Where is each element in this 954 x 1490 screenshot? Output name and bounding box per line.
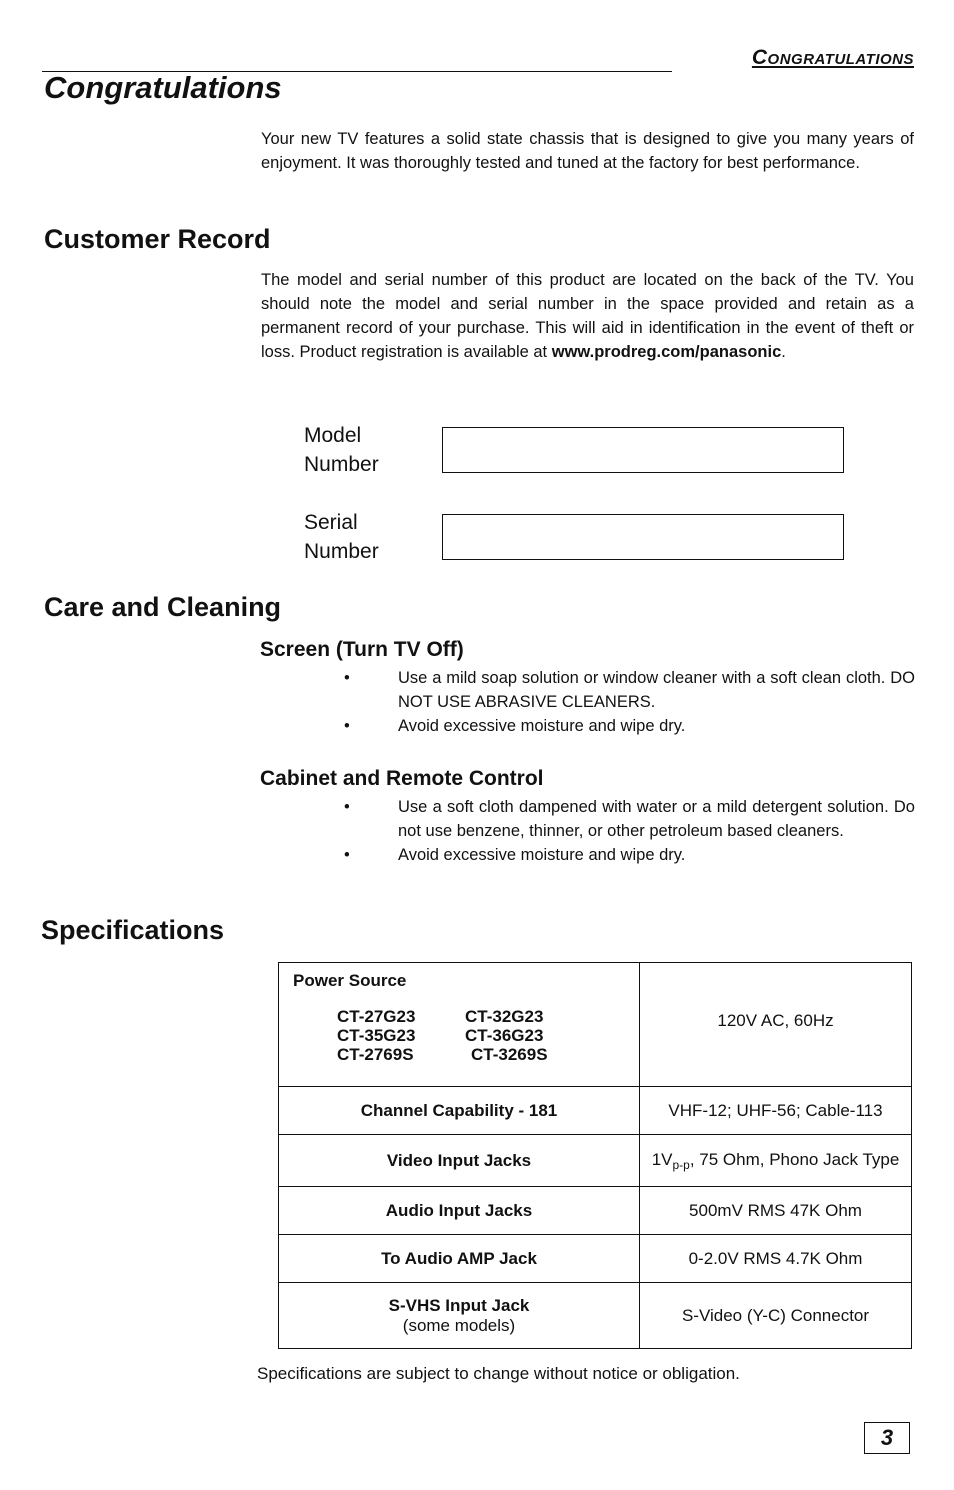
table-row: [279, 1187, 912, 1235]
table-row: [279, 1135, 912, 1187]
customer-record-text: The model and serial number of this product are located on the back of the TV. You should note the model and serial number in the space provided and retain as a permanent record of your purchase. This will aid in identification in the event of theft or loss. Product registration is available at: [261, 271, 914, 361]
model-number-field[interactable]: [442, 427, 844, 473]
list-item-text: Avoid excessive moisture and wipe dry.: [398, 717, 686, 735]
spec-value-rest: , 75 Ohm, Phono Jack Type: [689, 1149, 900, 1169]
screen-bullet-list: [340, 666, 915, 738]
serial-number-field[interactable]: [442, 514, 844, 560]
section-title-specifications: Specifications: [41, 915, 225, 945]
subsection-title-screen: Screen (Turn TV Off): [260, 638, 464, 661]
model-list: [337, 1007, 625, 1064]
table-row: [279, 1235, 912, 1283]
spec-value-subscript: p-p: [672, 1157, 690, 1172]
subsection-title-cabinet: Cabinet and Remote Control: [260, 767, 544, 790]
spec-value: 500mV RMS 47K Ohm: [640, 1187, 912, 1235]
spec-label-cell: [279, 1283, 640, 1349]
customer-record-body: [261, 268, 914, 364]
spec-label: Channel Capability - 181: [279, 1087, 640, 1135]
table-row: [279, 963, 912, 1087]
list-item: [340, 843, 915, 867]
section-title-congratulations: Congratulations: [44, 70, 282, 105]
model-code: CT-32G23: [465, 1007, 544, 1026]
spec-value: S-Video (Y-C) Connector: [640, 1283, 912, 1349]
bullet-icon: •: [344, 669, 350, 687]
power-source-value: 120V AC, 60Hz: [640, 963, 912, 1087]
model-code: CT-27G23: [337, 1007, 416, 1026]
list-item-text: Avoid excessive moisture and wipe dry.: [398, 846, 686, 864]
model-label-line1: Model: [304, 424, 362, 447]
spec-label: To Audio AMP Jack: [279, 1235, 640, 1283]
serial-label-line1: Serial: [304, 511, 358, 534]
spec-label: S-VHS Input Jack: [388, 1295, 530, 1315]
model-code: CT-2769S: [337, 1045, 414, 1064]
spec-value: VHF-12; UHF-56; Cable-113: [640, 1087, 912, 1135]
model-row: [337, 1026, 625, 1045]
power-source-cell: [279, 963, 640, 1087]
specifications-note: Specifications are subject to change without notice or obligation.: [257, 1364, 740, 1383]
serial-number-label: [304, 508, 379, 566]
bullet-icon: •: [344, 717, 350, 735]
spec-value: 0-2.0V RMS 4.7K Ohm: [640, 1235, 912, 1283]
congratulations-body: Your new TV features a solid state chassis that is designed to give you many years of enjoyment. It was thoroughly tested and tuned at the factory for best performance.: [261, 130, 914, 172]
specifications-table: [278, 962, 912, 1349]
model-code: CT-3269S: [471, 1045, 548, 1064]
model-number-label: [304, 421, 379, 479]
spec-value-main: 1V: [651, 1149, 673, 1169]
section-title-care-cleaning: Care and Cleaning: [44, 592, 282, 622]
power-source-label: Power Source: [293, 971, 407, 990]
model-row: [337, 1007, 625, 1026]
list-item: [340, 795, 915, 843]
model-label-line2: Number: [304, 453, 379, 476]
serial-label-line2: Number: [304, 540, 379, 563]
cabinet-bullet-list: [340, 795, 915, 867]
bullet-icon: •: [344, 846, 350, 864]
spec-label: Video Input Jacks: [279, 1135, 640, 1187]
list-item: [340, 714, 915, 738]
model-row: [337, 1045, 625, 1064]
spec-label: Audio Input Jacks: [279, 1187, 640, 1235]
list-item: [340, 666, 915, 714]
section-title-customer-record: Customer Record: [44, 224, 271, 254]
running-header: Congratulations: [751, 46, 914, 69]
spec-label-note: (some models): [402, 1315, 516, 1335]
list-item-text: Use a mild soap solution or window cleaner with a soft clean cloth. DO NOT USE ABRASIVE CLEANERS.: [398, 669, 915, 711]
model-code: CT-36G23: [465, 1026, 544, 1045]
page-number: 3: [864, 1422, 910, 1454]
model-code: CT-35G23: [337, 1026, 416, 1045]
table-row: [279, 1087, 912, 1135]
bullet-icon: •: [344, 798, 350, 816]
table-row: [279, 1283, 912, 1349]
url-suffix: .: [781, 343, 786, 361]
registration-link[interactable]: www.prodreg.com/panasonic: [551, 343, 782, 361]
spec-value-cell: [640, 1135, 912, 1187]
list-item-text: Use a soft cloth dampened with water or a mild detergent solution. Do not use benzene, thinner, or other petroleum based cleaners.: [398, 798, 915, 840]
